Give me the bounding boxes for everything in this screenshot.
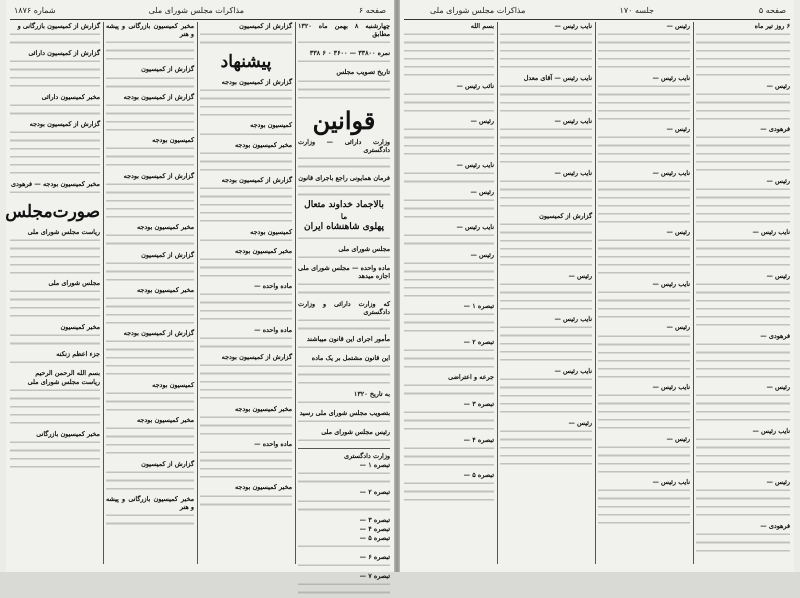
text-line: تبصره ۴ — — [463, 435, 494, 444]
text-line: مجلس شورای ملی — [48, 279, 100, 288]
text-line: رئیس — — [470, 250, 494, 259]
body-text-texture — [500, 428, 592, 469]
body-text-texture — [500, 324, 592, 365]
left-issue-number: شماره ۱۸۷۶ — [14, 6, 56, 15]
body-text-texture — [200, 291, 292, 323]
body-text-texture — [200, 449, 292, 481]
text-line: رئیس — — [666, 228, 690, 237]
body-text-texture — [696, 237, 790, 269]
left-column-divider-3 — [103, 22, 104, 564]
text-line: کمیسیون بودجه — [152, 380, 194, 389]
text-line: فرهودی — — [760, 521, 790, 530]
body-text-texture — [298, 399, 390, 407]
body-text-texture — [298, 470, 390, 486]
left-column-1 — [298, 22, 390, 581]
text-line: تبصره ۱ — — [359, 461, 390, 470]
text-line: نایب رئیس — — [554, 366, 592, 375]
text-line: مخبر کمیسیون بودجه — فرهودی — [11, 179, 100, 188]
body-text-texture — [200, 362, 292, 403]
text-line: رئیس — — [666, 434, 690, 443]
body-text-texture — [200, 131, 292, 139]
body-text-texture — [298, 78, 390, 102]
left-column-divider-2 — [197, 22, 198, 564]
text-line: فرهودی — — [760, 125, 790, 134]
text-line: تبصره ۳ — — [359, 515, 390, 524]
text-line: رئیس — — [766, 478, 790, 487]
text-line: گزارش از کمیسیون — [141, 459, 194, 468]
body-text-texture — [106, 390, 194, 414]
right-column-3 — [598, 22, 690, 566]
text-line: گزارش از کمیسیون بودجه — [221, 176, 292, 185]
text-line: گزارش از کمیسیون بودجه — [123, 92, 194, 101]
body-text-texture — [696, 186, 790, 227]
right-column-divider-3 — [497, 22, 498, 564]
body-text-texture — [298, 543, 390, 551]
text-line: نایب رئیس — — [456, 160, 494, 169]
text-line: مخبر کمیسیون بازرگانی — [36, 429, 100, 438]
text-line: تاریخ تصویب مجلس — [336, 68, 390, 77]
text-line: نایب رئیس — — [554, 315, 592, 324]
text-line: نمره ۳۳۸۰۰ — ۳۶۰۰ ۰ ۶ ۳۳۸ — [309, 49, 390, 58]
right-page-title: مذاکرات مجلس شورای ملی — [430, 6, 526, 15]
body-text-texture — [10, 31, 100, 47]
body-text-texture — [696, 341, 790, 382]
text-line: بسم الله — [470, 22, 494, 30]
body-text-texture — [404, 347, 494, 371]
text-line: گزارش از کمیسیون بودجه — [221, 352, 292, 361]
text-line: نایب رئیس — — [752, 228, 790, 237]
body-text-texture — [106, 295, 194, 327]
body-text-texture — [598, 83, 690, 124]
text-line: گزارش از کمیسیون بازرگانی و — [17, 22, 100, 30]
section-heading: پیشنهاد — [220, 52, 272, 73]
body-text-texture — [298, 581, 390, 597]
text-line: گزارش از کمیسیون — [141, 250, 194, 259]
text-line: رئیس — — [666, 22, 690, 30]
right-column-4 — [696, 22, 790, 566]
body-text-texture — [106, 338, 194, 379]
body-text-texture — [298, 281, 390, 297]
body-text-texture — [298, 254, 390, 262]
text-line: نایب رئیس — — [554, 22, 592, 30]
text-line: مأمور اجرای این قانون میباشند — [306, 334, 390, 343]
body-text-texture — [10, 359, 100, 367]
body-text-texture — [696, 31, 790, 80]
body-text-texture — [500, 178, 592, 210]
body-text-texture — [404, 170, 494, 186]
left-page-header — [6, 4, 394, 18]
text-line: تبصره ۳ — — [463, 400, 494, 409]
body-text-texture — [500, 281, 592, 313]
section-heading: پهلوی شاهنشاه ایران — [304, 222, 384, 233]
text-line: رئیس مجلس شورای ملی — [321, 427, 390, 436]
text-line: تبصره ۲ — — [359, 488, 390, 497]
body-text-texture — [106, 39, 194, 63]
text-line: رئیس — — [766, 271, 790, 280]
text-line: نایب رئیس — — [652, 279, 690, 288]
text-line: رئیس — — [766, 176, 790, 185]
text-line: ریاست مجلس شورای ملی — [27, 227, 100, 236]
text-line: رئیس — — [568, 418, 592, 427]
text-line: کمیسیون بودجه — [152, 136, 194, 145]
section-heading: قوانین — [312, 105, 376, 135]
body-text-texture — [598, 178, 690, 227]
section-divider — [298, 448, 390, 449]
body-text-texture — [10, 189, 100, 197]
text-line: مخبر کمیسیون بودجه — [136, 223, 194, 232]
text-line: نایب رئیس — — [554, 168, 592, 177]
body-text-texture — [298, 498, 390, 514]
body-text-texture — [696, 91, 790, 123]
body-text-texture — [298, 58, 390, 66]
text-line: مخبر کمیسیون بازرگانی و پیشه و هنر — [106, 22, 194, 39]
body-text-texture — [598, 134, 690, 166]
text-line: مخبر کمیسیون بودجه — [234, 246, 292, 255]
body-text-texture — [106, 181, 194, 222]
body-text-texture — [10, 288, 100, 320]
body-text-texture — [298, 437, 390, 445]
text-line: این قانون مشتمل بر یک ماده — [311, 354, 390, 363]
left-page-title: مذاکرات مجلس شورای ملی — [148, 6, 244, 15]
body-text-texture — [500, 126, 592, 167]
body-text-texture — [106, 512, 194, 528]
text-line: ماده واحده — مجلس شورای ملی اجازه میدهد — [298, 264, 390, 281]
text-line: نایب رئیس — — [652, 383, 690, 392]
body-text-texture — [10, 332, 100, 348]
right-page-number: صفحه ۵ — [758, 6, 786, 15]
section-heading: ما — [340, 211, 348, 221]
text-line: رئیس — — [666, 125, 690, 134]
text-line: تبصره ۶ — — [359, 553, 390, 562]
body-text-texture — [696, 487, 790, 519]
body-text-texture — [106, 232, 194, 248]
text-line: تبصره ۵ — — [463, 470, 494, 479]
body-text-texture — [500, 221, 592, 270]
text-line: بتصویب مجلس شورای ملی رسید — [299, 408, 390, 417]
body-text-texture — [10, 439, 100, 471]
body-text-texture — [298, 39, 390, 47]
body-text-texture — [106, 145, 194, 169]
text-line: رئیس — — [666, 323, 690, 332]
left-header-rule — [10, 19, 390, 20]
text-line: تبصره ۴ — — [359, 524, 390, 533]
body-text-texture — [200, 256, 292, 280]
body-text-texture — [200, 31, 292, 47]
text-line: نایب رئیس — — [752, 426, 790, 435]
text-line: ماده واحده — — [254, 439, 292, 448]
text-line: رئیس — — [568, 271, 592, 280]
body-text-texture — [106, 425, 194, 457]
body-text-texture — [404, 311, 494, 335]
text-line: به تاریخ ۱۳۲۰ — [353, 389, 390, 398]
text-line: فرمان همایونی راجع باجرای قانون — [298, 173, 390, 182]
body-text-texture — [200, 185, 292, 226]
text-line: رئیس — — [766, 383, 790, 392]
text-line: نایب رئیس — آقای معدل — [523, 73, 592, 82]
body-text-texture — [106, 102, 194, 134]
body-text-texture — [298, 344, 390, 352]
body-text-texture — [10, 102, 100, 118]
text-line: جزء اعظم زنکنه — [56, 349, 100, 358]
body-text-texture — [696, 281, 790, 330]
text-line: وزارت دارائی — وزارت دادگستری — [298, 138, 390, 155]
left-page-number: صفحه ۶ — [358, 6, 386, 15]
right-column-1 — [404, 22, 494, 566]
body-text-texture — [598, 487, 690, 528]
text-line: گزارش از کمیسیون بودجه — [29, 120, 100, 129]
body-text-texture — [404, 445, 494, 469]
body-text-texture — [404, 260, 494, 301]
body-text-texture — [200, 335, 292, 351]
body-text-texture — [404, 480, 494, 504]
text-line: گزارش از کمیسیون — [239, 22, 292, 30]
text-line: ریاست مجلس شورای ملی — [27, 378, 100, 387]
text-line: مخبر کمیسیون بودجه — [136, 416, 194, 425]
body-text-texture — [696, 134, 790, 175]
text-line: تبصره ۵ — — [359, 533, 390, 542]
text-line: که وزارت دارائی و وزارت دادگستری — [298, 299, 390, 316]
body-text-texture — [404, 31, 494, 80]
body-text-texture — [10, 237, 100, 278]
body-text-texture — [598, 444, 690, 476]
body-text-texture — [404, 91, 494, 115]
text-line: مخبر کمیسیون دارائی — [41, 92, 100, 101]
text-line: نایب رئیس — — [554, 117, 592, 126]
body-text-texture — [500, 376, 592, 417]
body-text-texture — [200, 237, 292, 245]
body-text-texture — [298, 155, 390, 171]
text-line: تبصره ۷ — — [359, 572, 390, 581]
text-line: رئیس — — [470, 117, 494, 126]
text-line: فرهودی — — [760, 331, 790, 340]
body-text-texture — [598, 289, 690, 321]
body-text-texture — [106, 75, 194, 91]
body-text-texture — [696, 531, 790, 555]
left-column-3 — [106, 22, 194, 566]
left-column-2 — [200, 22, 292, 566]
text-line: مجلس شورای ملی — [338, 245, 390, 254]
text-line: گزارش از کمیسیون بودجه — [123, 171, 194, 180]
text-line: نایب رئیس — — [652, 478, 690, 487]
text-line: نایب رئیس — — [456, 223, 494, 232]
text-line: ماده واحده — — [254, 325, 292, 334]
text-line: مخبر کمیسیون بودجه — [234, 404, 292, 413]
text-line: گزارش از کمیسیون بودجه — [123, 329, 194, 338]
body-text-texture — [404, 409, 494, 433]
body-text-texture — [598, 237, 690, 278]
body-text-texture — [200, 493, 292, 509]
right-session-number: جلسه ۱۷۰ — [619, 6, 654, 15]
text-line: تبصره ۱ — — [463, 302, 494, 311]
body-text-texture — [106, 260, 194, 284]
left-column-divider-1 — [295, 22, 296, 564]
body-text-texture — [298, 317, 390, 333]
text-line: مخبر کمیسیون بازرگانی و پیشه و هنر — [106, 495, 194, 512]
body-text-texture — [404, 232, 494, 248]
body-text-texture — [500, 83, 592, 115]
text-line: بسم الله الرحمن الرحیم — [35, 369, 100, 378]
text-line: ۶ روز تیر ماه — [754, 22, 790, 30]
body-text-texture — [404, 382, 494, 398]
left-page — [5, 0, 394, 581]
body-text-texture — [598, 392, 690, 433]
text-line: رئیس — — [470, 187, 494, 196]
right-column-2 — [500, 22, 592, 566]
text-line: تبصره ۲ — — [463, 337, 494, 346]
body-text-texture — [200, 87, 292, 119]
body-text-texture — [200, 150, 292, 174]
text-line: مخبر کمیسیون — [60, 322, 100, 331]
body-text-texture — [298, 235, 390, 243]
text-line: رئیس — — [766, 81, 790, 90]
section-heading: بالاجماد خداوند متعال — [304, 199, 384, 210]
body-text-texture — [404, 126, 494, 158]
text-line: ماده واحده — — [254, 282, 292, 291]
body-text-texture — [598, 333, 690, 382]
body-text-texture — [298, 562, 390, 570]
left-column-4 — [5, 22, 100, 566]
text-line: نائب رئیس — — [456, 81, 494, 90]
body-text-texture — [200, 414, 292, 438]
body-text-texture — [106, 469, 194, 493]
body-text-texture — [500, 31, 592, 72]
text-line: نایب رئیس — — [652, 73, 690, 82]
text-line: مخبر کمیسیون بودجه — [234, 483, 292, 492]
text-line: گزارش از کمیسیون — [539, 212, 592, 221]
body-text-texture — [404, 197, 494, 221]
body-text-texture — [598, 31, 690, 72]
body-text-texture — [696, 392, 790, 424]
body-text-texture — [696, 436, 790, 477]
text-line: گزارش از کمیسیون — [141, 65, 194, 74]
text-line: وزارت دادگستری — [344, 452, 390, 461]
body-text-texture — [298, 363, 390, 387]
body-text-texture — [298, 418, 390, 426]
right-header-rule — [404, 19, 790, 20]
text-line: مخبر کمیسیون بودجه — [234, 140, 292, 149]
body-text-texture — [10, 58, 100, 90]
body-text-texture — [10, 129, 100, 178]
text-line: کمیسیون بودجه — [250, 121, 292, 130]
text-line: جرعه و اعتراضی — [448, 372, 494, 381]
text-line: گزارش از کمیسیون بودجه — [221, 77, 292, 86]
body-text-texture — [10, 387, 100, 428]
right-column-divider-2 — [595, 22, 596, 564]
text-line: نایب رئیس — — [652, 168, 690, 177]
text-line: مخبر کمیسیون بودجه — [136, 285, 194, 294]
right-page-header — [400, 4, 794, 18]
right-column-divider-1 — [693, 22, 694, 564]
section-heading: صورت‌مجلس — [5, 201, 100, 222]
text-line: چهارشنبه ۸ بهمن ماه ۱۳۲۰ مطابق — [298, 22, 390, 39]
body-text-texture — [298, 183, 390, 199]
text-line: گزارش از کمیسیون دارائی — [28, 49, 100, 58]
right-page — [400, 0, 794, 572]
text-line: کمیسیون بودجه — [250, 227, 292, 236]
